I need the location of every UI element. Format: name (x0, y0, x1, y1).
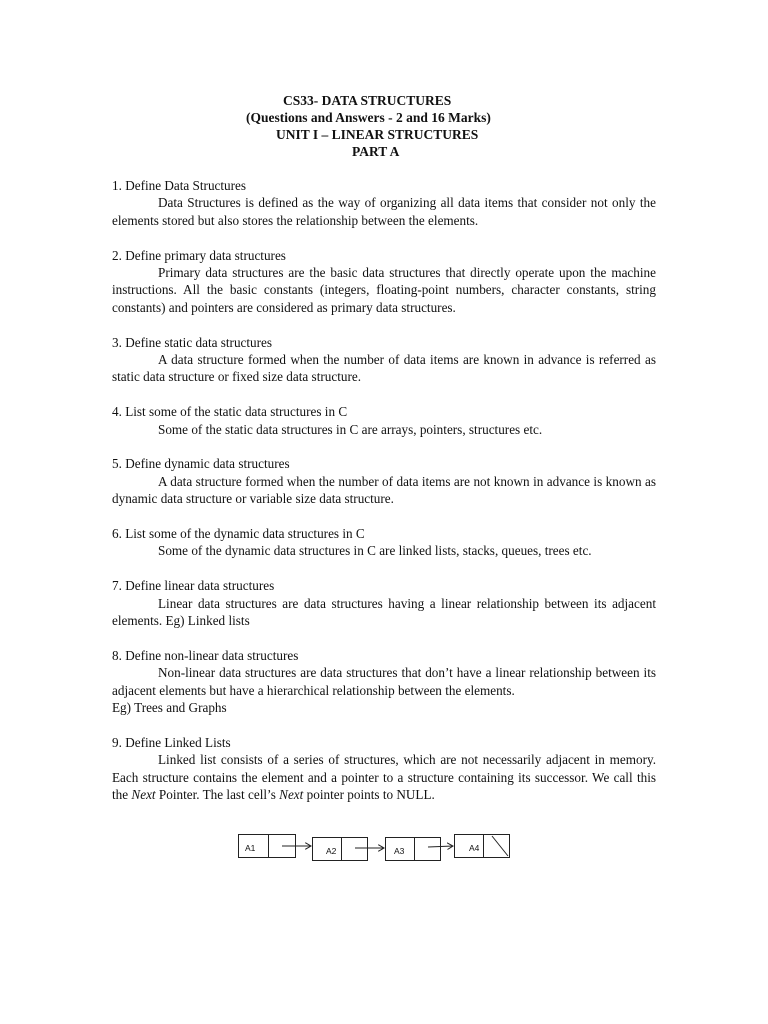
question: 9. Define Linked Lists (112, 734, 231, 750)
answer: A data structure formed when the number of data items are not known in advance is known as dynamic data structure or variable size data structure. (112, 473, 656, 507)
part-title: PART A (352, 144, 400, 159)
answer: Primary data structures are the basic data structures that directly operate upon the machine instructions. All the basic constants (integers, floating-point numbers, character constants, string constants) and pointers are considered as primary data structures. (112, 265, 656, 315)
answer (112, 664, 656, 716)
linked-list-diagram (238, 832, 518, 862)
pointer-arrow (428, 846, 453, 847)
node-label: A1 (239, 835, 269, 857)
answer: Linear data structures are data structures having a linear relationship between its adjacent elements. Eg) Linked lists (112, 595, 656, 629)
answer (112, 751, 656, 803)
answer-text: Non-linear data structures are data structures that don’t have a linear relationship between its adjacent elements but have a hierarchical relationship between the elements. (112, 665, 656, 698)
qa-item-9 (112, 734, 656, 804)
document-subtitle: (Questions and Answers - 2 and 16 Marks) (246, 110, 491, 125)
answer: Some of the dynamic data structures in C are linked lists, stacks, queues, trees etc. (158, 543, 592, 559)
question: 1. Define Data Structures (112, 178, 247, 193)
question: 8. Define non-linear data structures (112, 647, 299, 663)
node-label: A2 (313, 838, 342, 860)
qa-item-6 (112, 525, 656, 560)
answer: A data structure formed when the number of data items are known in advance is referred as static data structure or fixed size data structure. (112, 352, 656, 385)
qa-item-7 (112, 577, 656, 629)
qa-item-2 (112, 247, 656, 317)
question: 4. List some of the static data structures in C (112, 404, 348, 420)
answer-text-2: Pointer. The last cell’s (155, 787, 280, 803)
answer: Some of the static data structures in C are arrays, pointers, structures etc. (158, 421, 543, 437)
answer-emphasis-next-1: Next (131, 787, 156, 803)
answer-text-3: pointer points to NULL. (303, 787, 435, 803)
qa-item-1 (112, 177, 656, 229)
null-slash (492, 836, 508, 856)
question: 3. Define static data structures (112, 334, 273, 350)
course-title: CS33- DATA STRUCTURES (283, 93, 452, 108)
question: 5. Define dynamic data structures (112, 456, 290, 472)
answer: Data Structures is defined as the way of organizing all data items that consider not only the elements stored but also stores the relationship between the elements. (112, 195, 656, 228)
answer-emphasis-next-2: Next (279, 787, 304, 803)
node-label: A3 (386, 838, 415, 860)
qa-item-4 (112, 403, 656, 438)
document-header (0, 92, 768, 160)
unit-title: UNIT I – LINEAR STRUCTURES (276, 127, 479, 142)
answer-text-1: Linked list consists of a series of structures, which are not necessarily adjacent in memory. Each structure contains the element and a pointer to a structure containing its successor. We call this the (112, 752, 656, 803)
qa-item-5 (112, 455, 656, 507)
qa-item-8 (112, 647, 656, 717)
answer-example: Eg) Trees and Graphs (112, 700, 227, 716)
qa-list (112, 177, 656, 821)
question: 7. Define linear data structures (112, 578, 275, 594)
node-label: A4 (455, 835, 484, 857)
question: 6. List some of the dynamic data structures in C (112, 526, 365, 542)
question: 2. Define primary data structures (112, 247, 286, 263)
pointer-arrows (238, 832, 518, 862)
qa-item-3 (112, 334, 656, 386)
